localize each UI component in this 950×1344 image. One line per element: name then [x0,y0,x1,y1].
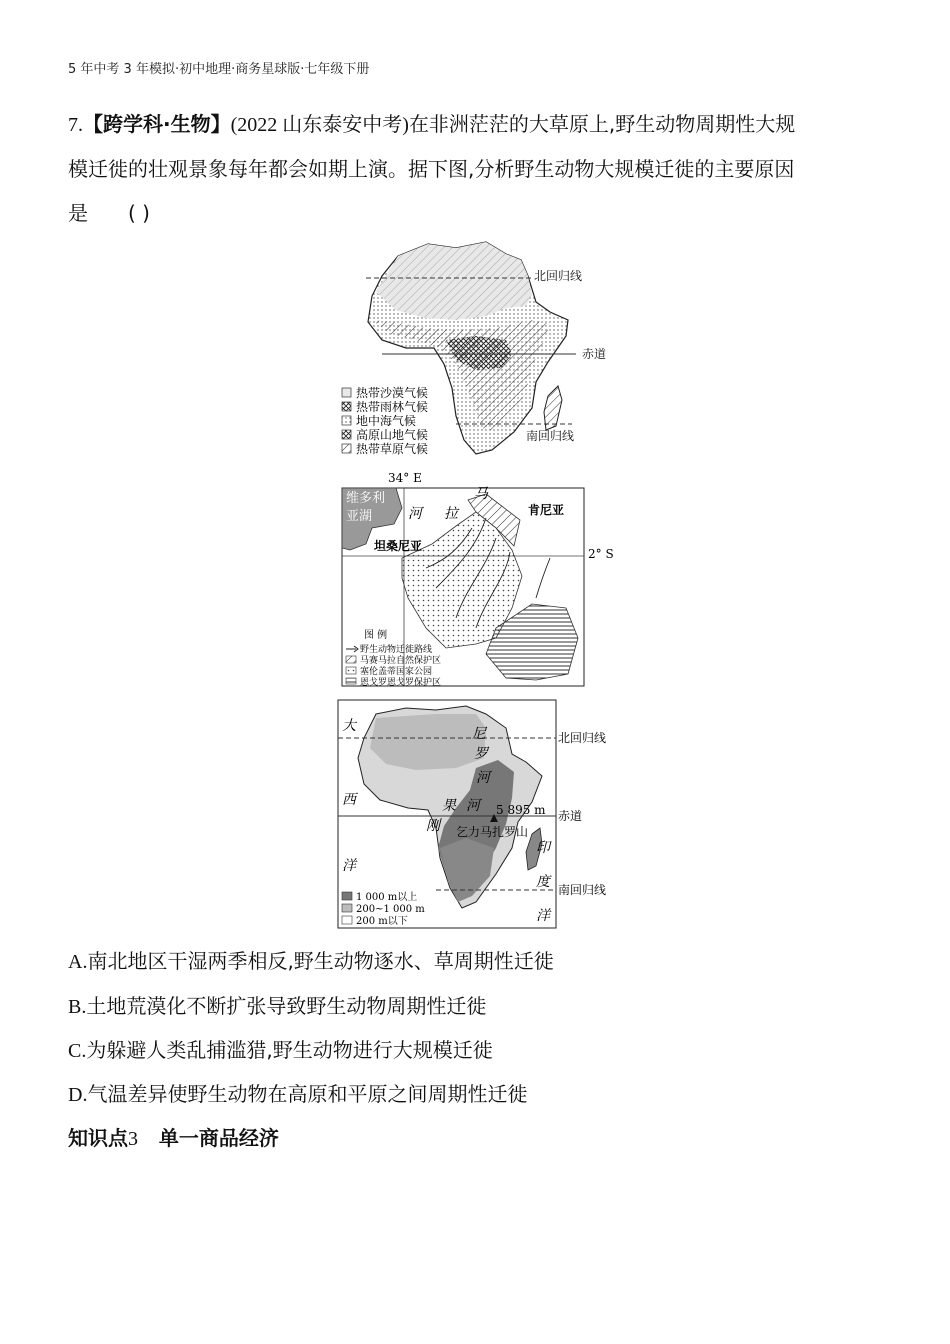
tropic-n-label-3: 北回归线 [558,731,607,745]
option-b-letter: B. [68,996,87,1018]
congo-char-1: 刚 [426,818,440,834]
tropic-n-label: 北回归线 [534,269,583,283]
section-title: 单一商品经济 [158,1126,279,1150]
legend-ngorongoro: 恩戈罗恩戈罗保护区 [360,678,442,688]
question-line-1 [68,102,888,147]
tropic-s-label-3: 南回归线 [558,883,607,897]
option-b-text: 土地荒漠化不断扩张导致野生动物周期性迁徙 [86,994,487,1018]
legend-high: 1 000 m以上 [356,892,418,903]
nile-char-1: 尼 [472,726,486,742]
congo-char-3: 河 [466,798,480,814]
nile-char-2: 罗 [474,746,488,762]
answer-parentheses: ( ) [128,201,150,225]
legend-highland: 高原山地气候 [356,428,429,442]
option-d[interactable] [68,1078,527,1107]
legend-route: 野生动物迁徙路线 [360,645,433,655]
lake-label-1: 维多利 [346,491,386,506]
section-number: 3 [128,1128,138,1150]
legend-title: 图 例 [364,630,388,641]
question-source: (2022 山东泰安中考) [230,114,409,136]
option-b[interactable] [68,990,486,1019]
legend-desert: 热带沙漠气候 [356,386,429,400]
nile-char-3: 河 [476,770,490,786]
legend-rainforest: 热带雨林气候 [356,400,429,414]
question-text-1: 在非洲茫茫的大草原上,野生动物周期性大规 [408,112,796,136]
congo-char-2: 果 [442,798,456,814]
question-tag: 【跨学科·生物】 [83,112,231,136]
map1-legend [342,385,428,456]
equator-label: 赤道 [582,347,607,361]
lake-label-2: 亚湖 [346,509,373,524]
indian-char-2: 度 [536,874,550,890]
question-number: 7. [68,114,83,136]
section-prefix: 知识点 [68,1126,128,1150]
elevation-label: 5 895 m [496,803,546,817]
indian-char-3: 洋 [536,908,550,924]
serengeti-migration-map [336,468,616,690]
option-c-text: 为躲避人类乱捕滥猎,野生动物进行大规模迁徙 [86,1038,493,1062]
river-char-1: 河 [408,506,422,522]
tanzania-label: 坦桑尼亚 [374,539,423,553]
legend-mid: 200~1 000 m [356,904,425,915]
legend-low: 200 m以下 [356,916,408,927]
question-line-3 [68,191,888,235]
africa-topography-map [336,698,626,932]
option-c[interactable] [68,1034,493,1063]
option-d-text: 气温差异使野生动物在高原和平原之间周期性迁徙 [87,1082,528,1106]
option-a-text: 南北地区干湿两季相反,野生动物逐水、草周期性迁徙 [87,949,554,973]
latitude-label: 2° S [588,547,614,561]
legend-serengeti: 塞伦盖蒂国家公园 [360,667,433,677]
legend-savanna: 热带草原气候 [356,442,429,456]
madagascar [544,386,562,430]
question-text-3: 是 [68,201,88,225]
africa-climate-map [336,236,616,461]
equator-label-3: 赤道 [558,809,583,823]
question-stem [68,102,888,235]
question-line-2: 模迁徙的壮观景象每年都会如期上演。据下图,分析野生动物大规模迁徙的主要原因 [68,157,795,181]
africa-plateau [370,714,486,770]
legend-mediterranean: 地中海气候 [356,414,417,428]
longitude-label: 34° E [388,471,422,485]
option-d-letter: D. [68,1084,88,1106]
atlantic-char-3: 洋 [342,858,356,874]
river-char-3: 马 [474,486,488,502]
option-c-letter: C. [68,1040,87,1062]
atlantic-char-1: 大 [342,718,356,734]
page-header: 5 年中考 3 年模拟·初中地理·商务星球版·七年级下册 [68,62,370,77]
option-a[interactable] [68,945,554,974]
river-char-2: 拉 [444,506,458,522]
indian-char-1: 印 [536,840,550,856]
legend-masai: 马赛马拉自然保护区 [360,656,442,666]
option-a-letter: A. [68,951,88,973]
mountain-label: 乞力马扎罗山 [456,825,529,839]
kenya-label: 肯尼亚 [528,503,565,517]
atlantic-char-2: 西 [342,792,356,808]
section-heading [68,1122,279,1151]
tropic-s-label: 南回归线 [526,429,575,443]
